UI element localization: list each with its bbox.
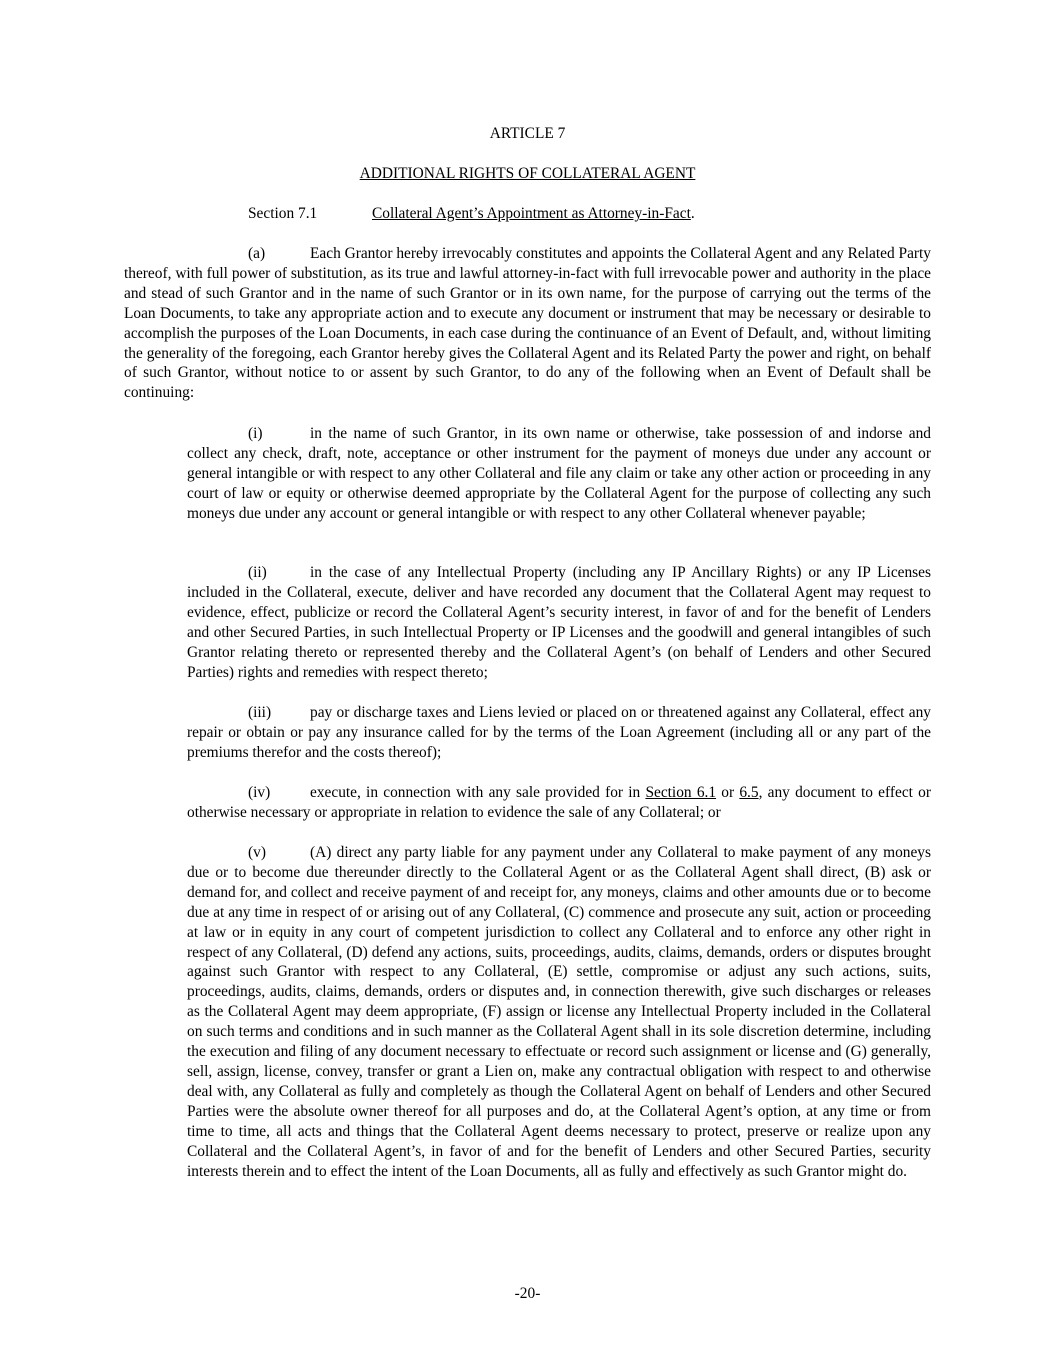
clause-iv-text-mid: or — [716, 784, 740, 801]
section-number: Section 7.1 — [248, 205, 318, 222]
section-title-period: . — [690, 205, 695, 222]
clause-iv — [187, 783, 931, 823]
article-heading: ADDITIONAL RIGHTS OF COLLATERAL AGENT — [359, 165, 696, 182]
clause-ii — [187, 563, 931, 682]
clause-iii-text: pay or discharge taxes and Liens levied or placed on or threatened against any Collateral, effect any repair or obtain or pay any insurance called for by the terms of the Loan Agreement (including all or any part of the premiums therefor and the costs thereof); — [187, 704, 931, 761]
clause-v-label: (v) — [248, 844, 266, 861]
clause-i-label: (i) — [248, 425, 263, 442]
clause-iv-text-before: execute, in connection with any sale provided for in — [310, 784, 646, 801]
section-heading — [248, 204, 695, 224]
clause-iii — [187, 703, 931, 763]
clause-iv-label: (iv) — [248, 784, 271, 801]
clause-i — [187, 424, 931, 524]
clause-i-text: in the name of such Grantor, in its own name or otherwise, take possession of and indorse and collect any check, draft, note, acceptance or other instrument for the payment of moneys due under any account or general intangible or with respect to any other Collateral and file any claim or take any other action or proceeding in any court of law or equity or otherwise deemed appropriate by the Collateral Agent for the purpose of collecting any such moneys due under any account or general intangible or with respect to any other Collateral whenever payable; — [187, 425, 931, 522]
section-6-1-reference: Section 6.1 — [645, 784, 717, 801]
section-6-5-reference: 6.5 — [739, 784, 759, 801]
clause-iii-label: (iii) — [248, 704, 272, 721]
clause-v — [187, 843, 931, 1181]
clause-iv-text-after: , any document to effect or otherwise necessary or appropriate in relation to evidence the sale of any Collateral; or — [187, 784, 931, 821]
article-number: ARTICLE 7 — [489, 125, 566, 142]
paragraph-a-text: Each Grantor hereby irrevocably constitutes and appoints the Collateral Agent and any Related Party thereof, with full power of substitution, as its true and lawful attorney-in-fact with full irrevocable power and authority in the place and stead of such Grantor and in the name of such Grantor or in its own name, for the purpose of carrying out the terms of the Loan Documents, to take any appropriate action and to execute any document or instrument that may be necessary or desirable to accomplish the purposes of the Loan Documents, in each case during the continuance of an Event of Default, and, without limiting the generality of the foregoing, each Grantor hereby gives the Collateral Agent and its Related Party the power and right, on behalf of such Grantor, without notice to or assent by such Grantor, to do any of the following when an Event of Default shall be continuing: — [124, 245, 931, 402]
clause-v-text: (A) direct any party liable for any payment under any Collateral to make payment of any moneys due or to become due thereunder directly to the Collateral Agent or as the Collateral Agent shall direct, (B) ask or demand for, and collect and receive payment of and receipt for, any moneys, claims and other amounts due or to become due at any time in respect of or arising out of any Collateral, (C) commence and prosecute any suit, action or proceeding at law or in equity in any court of competent jurisdiction to collect any Collateral and to enforce any other right in respect of any Collateral, (D) defend any actions, suits, proceedings, audits, claims, demands, orders or disputes brought against such Grantor with respect to any Collateral, (E) settle, compromise or adjust any such actions, suits, proceedings, audits, claims, demands, orders or disputes and, in connection therewith, give such discharges or releases as the Collateral Agent may deem appropriate, (F) assign or license any Intellectual Property included in the Collateral on such terms and conditions and in such manner as the Collateral Agent shall in its sole discretion determine, including the execution and filing of any document necessary to effectuate or record such assignment or license and (G) generally, sell, assign, license, convey, transfer or grant a Lien on, make any contractual obligation with respect to and otherwise deal with, any Collateral as fully and completely as though the Collateral Agent on behalf of Lenders and other Secured Parties were the absolute owner thereof for all purposes and do, at the Collateral Agent’s option, at any time or from time to time, all acts and things that the Collateral Agent deems necessary to protect, preserve or realize upon any Collateral and the Collateral Agent’s, in favor of and for the benefit of Lenders and other Secured Parties, security interests therein and to effect the intent of the Loan Documents, all as fully and effectively as such Grantor might do. — [187, 844, 931, 1180]
page-number: -20- — [514, 1285, 541, 1302]
clause-ii-label: (ii) — [248, 564, 267, 581]
section-title: Collateral Agent’s Appointment as Attorney-in-Fact — [372, 205, 691, 222]
paragraph-a-label: (a) — [248, 245, 266, 262]
clause-ii-text: in the case of any Intellectual Property (including any IP Ancillary Rights) or any IP Licenses included in the Collateral, execute, deliver and have recorded any document that the Collateral Agent may request to evidence, effect, publicize or record the Collateral Agent’s security interest, in favor of and for the benefit of Lenders and other Secured Parties, in such Intellectual Property or IP Licenses and the goodwill and general intangibles of such Grantor relating thereto or represented thereby and the Collateral Agent’s (on behalf of Lenders and other Secured Parties) rights and remedies with respect thereto; — [187, 564, 931, 681]
paragraph-a — [124, 244, 931, 403]
